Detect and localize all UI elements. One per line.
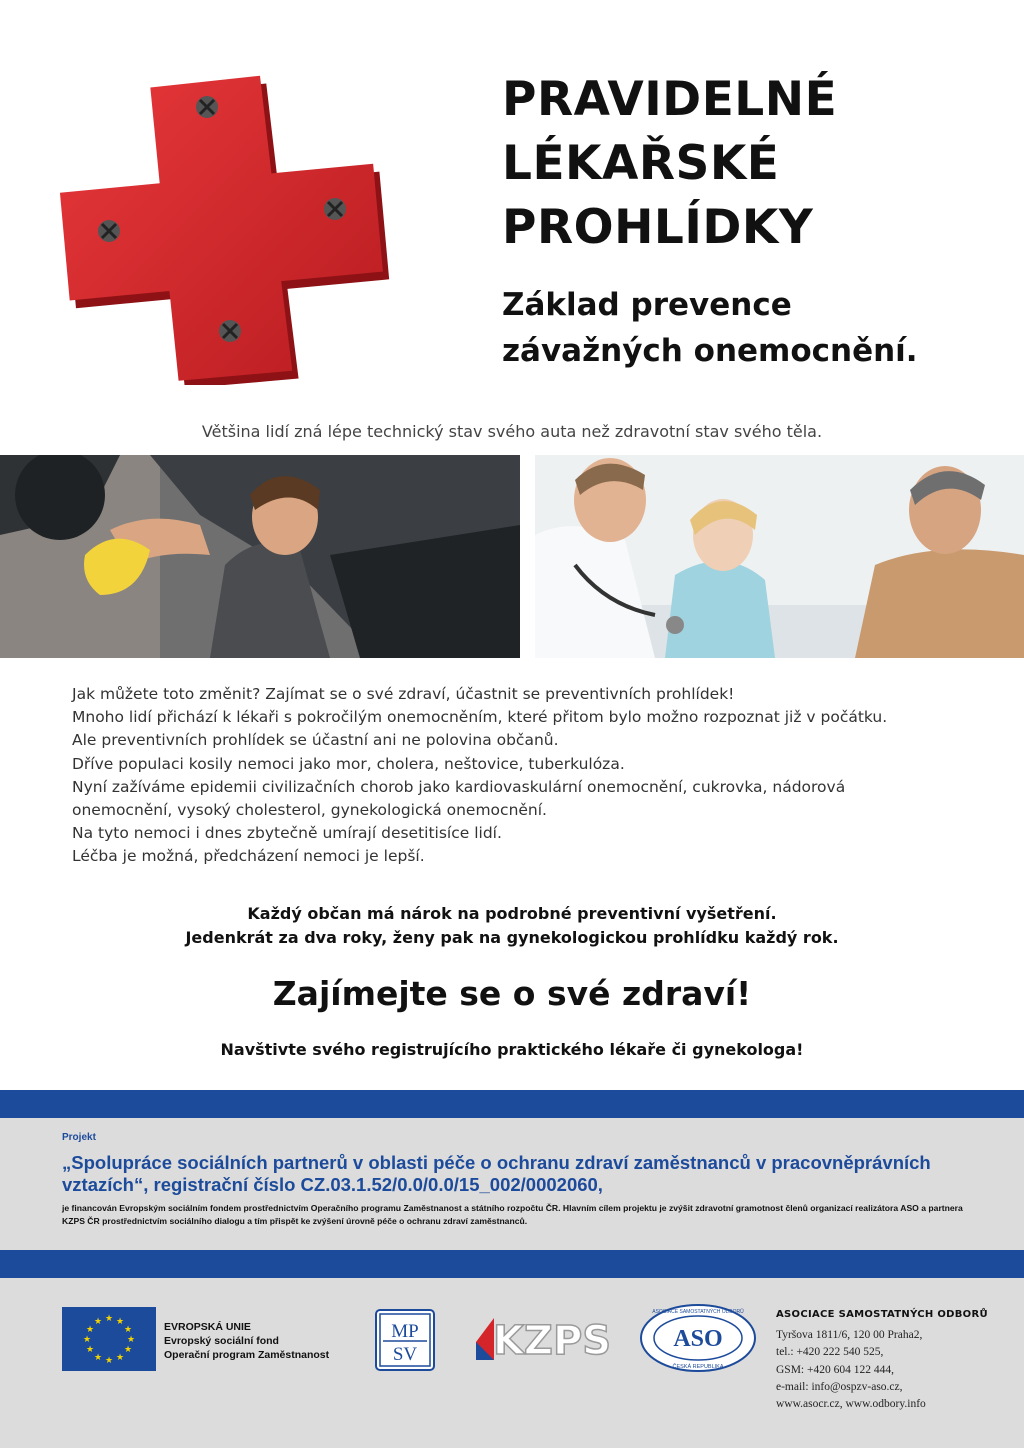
body-line: Mnoho lidí přichází k lékaři s pokročilým onemocněním, které přitom bylo možno rozpoznat již v počátku. bbox=[72, 708, 888, 727]
project-label: Projekt bbox=[62, 1132, 96, 1143]
eu-line: Evropský sociální fond bbox=[164, 1335, 279, 1347]
svg-text:MP: MP bbox=[391, 1321, 419, 1342]
body-line: Dříve populaci kosily nemoci jako mor, cholera, neštovice, tuberkulóza. bbox=[72, 754, 625, 773]
project-description: je financován Evropským sociálním fondem prostřednictvím Operačního programu Zaměstnanost a státního rozpočtu ČR. Hlavním cílem projektu je zvýšit zdravotní gramotnost členů organizací realizátora ASO a partnera KZPS ČR prostřednictvím sociálního dialogu a tím přispět ke zvýšení úrovně péče o ochranu zdraví zaměstnanců. bbox=[62, 1203, 963, 1226]
svg-text:SV: SV bbox=[392, 1344, 418, 1365]
svg-text:★: ★ bbox=[85, 1345, 95, 1355]
eu-line: EVROPSKÁ UNIE bbox=[164, 1321, 251, 1333]
page-subtitle bbox=[502, 282, 1002, 374]
svg-text:ČESKÁ REPUBLIKA: ČESKÁ REPUBLIKA bbox=[672, 1364, 724, 1370]
body-line: Léčba je možná, předcházení nemoci je lepší. bbox=[72, 847, 425, 866]
svg-text:★: ★ bbox=[82, 1335, 92, 1345]
svg-text:ASOCIACE SAMOSTATNÝCH ODBORŮ: ASOCIACE SAMOSTATNÝCH ODBORŮ bbox=[652, 1309, 744, 1315]
svg-text:★: ★ bbox=[104, 1314, 114, 1324]
subtitle-line: Základ prevence bbox=[502, 287, 792, 323]
page-title bbox=[502, 68, 1002, 260]
emphasis-line: Jedenkrát za dva roky, ženy pak na gynekologickou prohlídku každý rok. bbox=[185, 928, 839, 947]
aso-logo bbox=[638, 1302, 758, 1374]
aso-email: e-mail: info@ospzv-aso.cz, bbox=[776, 1380, 903, 1393]
emphasis-line: Každý občan má nárok na podrobné preventivní vyšetření. bbox=[247, 904, 777, 923]
doctors-with-patient-photo bbox=[535, 455, 1024, 658]
title-line: PROHLÍDKY bbox=[502, 200, 814, 255]
body-text bbox=[72, 683, 972, 869]
man-cleaning-car-photo bbox=[0, 455, 520, 658]
aso-address: Tyršova 1811/6, 120 00 Praha2, bbox=[776, 1329, 923, 1341]
mpsv-logo bbox=[375, 1309, 435, 1371]
aso-mobile: GSM: +420 604 122 444, bbox=[776, 1363, 894, 1376]
svg-text:★: ★ bbox=[93, 1317, 103, 1327]
eu-logo-text bbox=[164, 1320, 329, 1362]
svg-text:★: ★ bbox=[85, 1325, 95, 1335]
svg-text:★: ★ bbox=[123, 1345, 133, 1355]
svg-text:★: ★ bbox=[93, 1353, 103, 1363]
footer-band-top bbox=[0, 1090, 1024, 1118]
title-line: PRAVIDELNÉ bbox=[502, 72, 838, 127]
eu-line: Operační program Zaměstnanost bbox=[164, 1349, 330, 1361]
aso-phone: tel.: +420 222 540 525, bbox=[776, 1346, 884, 1359]
subtitle-line: závažných onemocnění. bbox=[502, 333, 918, 369]
call-to-action-sub: Navštivte svého registrujícího praktického lékaře či gynekologa! bbox=[220, 1040, 804, 1059]
kzps-logo bbox=[472, 1312, 617, 1362]
intro-text: Většina lidí zná lépe technický stav svého auta než zdravotní stav svého těla. bbox=[201, 422, 823, 441]
emphasis-text bbox=[0, 902, 1024, 950]
title-line: LÉKAŘSKÉ bbox=[502, 136, 780, 191]
svg-text:★: ★ bbox=[104, 1356, 114, 1366]
aso-websites: www.asocr.cz, www.odbory.info bbox=[776, 1398, 926, 1411]
body-line: onemocnění, vysoký cholesterol, gynekologická onemocnění. bbox=[72, 801, 547, 820]
svg-text:★: ★ bbox=[115, 1317, 125, 1327]
project-title: „Spolupráce sociálních partnerů v oblasti péče o ochranu zdraví zaměstnanců v pracovněprávních vztazích“, registrační číslo CZ.03.1.52/0.0/0.0/15_002/0002060, bbox=[62, 1152, 931, 1195]
red-cross-icon bbox=[55, 55, 395, 385]
svg-text:★: ★ bbox=[115, 1353, 125, 1363]
aso-name: ASOCIACE SAMOSTATNÝCH ODBORŮ bbox=[776, 1309, 988, 1320]
svg-text:ASO: ASO bbox=[673, 1326, 723, 1352]
svg-text:★: ★ bbox=[123, 1325, 133, 1335]
svg-text:★: ★ bbox=[126, 1335, 136, 1345]
body-line: Nyní zažíváme epidemii civilizačních chorob jako kardiovaskulární onemocnění, cukrovka, nádorová bbox=[72, 777, 846, 796]
footer-band-bottom bbox=[0, 1250, 1024, 1278]
body-line: Na tyto nemoci i dnes zbytečně umírají desetitisíce lidí. bbox=[72, 824, 502, 843]
call-to-action: Zajímejte se o své zdraví! bbox=[272, 974, 752, 1013]
body-line: Ale preventivních prohlídek se účastní ani ne polovina občanů. bbox=[72, 731, 559, 750]
eu-flag-icon bbox=[62, 1307, 156, 1371]
svg-text:KZPS: KZPS bbox=[492, 1318, 612, 1362]
aso-contact bbox=[776, 1327, 926, 1413]
body-line: Jak můžete toto změnit? Zajímat se o své zdraví, účastnit se preventivních prohlídek! bbox=[72, 685, 735, 703]
